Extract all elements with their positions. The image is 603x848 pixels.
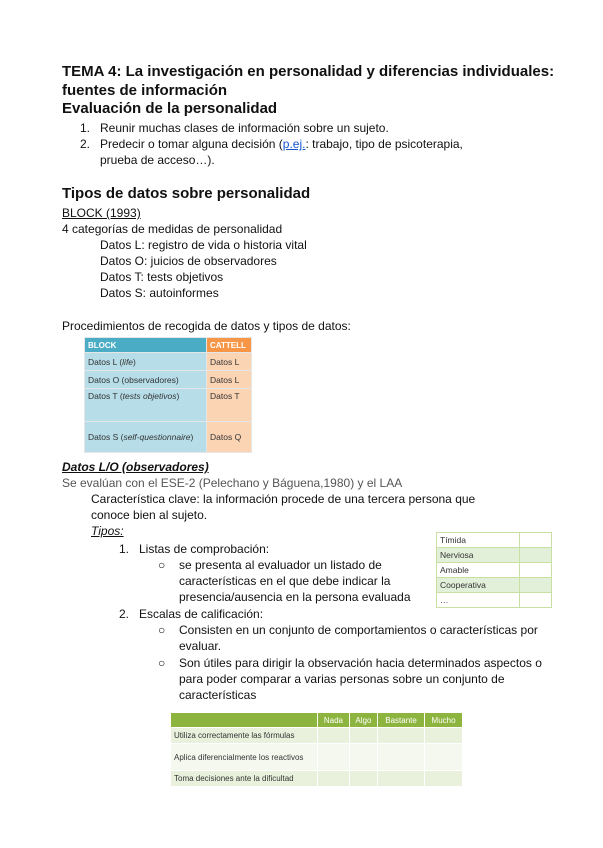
eval-heading: Evaluación de la personalidad bbox=[62, 100, 278, 117]
listas-bullet-line-3: presencia/ausencia en la persona evaluada bbox=[179, 590, 411, 604]
datos-l: Datos L: registro de vida o historia vital bbox=[100, 238, 307, 252]
check-cell bbox=[520, 578, 552, 593]
cattell-cell: Datos L bbox=[207, 353, 252, 371]
block-cell: Datos L (life) bbox=[85, 353, 207, 371]
escalas-b1-line-2: evaluar. bbox=[179, 639, 222, 653]
scale-cell bbox=[318, 744, 350, 771]
table-row bbox=[171, 771, 463, 787]
escalas-b2-line-1: Son útiles para dirigir la observación hacia determinados aspectos o bbox=[179, 656, 542, 670]
categorias-text: 4 categorías de medidas de personalidad bbox=[62, 222, 283, 236]
listas-number: 1. bbox=[119, 542, 130, 556]
datos-o: Datos O: juicios de observadores bbox=[100, 254, 277, 268]
table-row bbox=[85, 422, 252, 453]
bullet-icon: ○ bbox=[158, 623, 166, 637]
trait-cell: Nerviosa bbox=[437, 548, 520, 563]
check-cell bbox=[520, 563, 552, 578]
caracteristica-line-2: conoce bien al sujeto. bbox=[91, 508, 208, 522]
table-row bbox=[171, 728, 463, 744]
check-cell bbox=[520, 593, 552, 608]
scale-header-item bbox=[171, 713, 318, 728]
bullet-icon: ○ bbox=[158, 656, 166, 670]
scale-cell bbox=[349, 771, 377, 787]
procedimientos-text: Procedimientos de recogida de datos y tipos de datos: bbox=[62, 319, 351, 333]
table-row bbox=[437, 548, 552, 563]
listas-bullet-line-1: se presenta al evaluador un listado de bbox=[179, 558, 382, 572]
scale-header-algo: Algo bbox=[349, 713, 377, 728]
cattell-cell: Datos T bbox=[207, 389, 252, 422]
trait-cell: Amable bbox=[437, 563, 520, 578]
scale-cell bbox=[425, 728, 463, 744]
pej-link[interactable]: p.ej. bbox=[282, 137, 306, 151]
scale-cell bbox=[377, 744, 424, 771]
table-row bbox=[437, 578, 552, 593]
se-evaluan-text: Se evalúan con el ESE-2 (Pelechano y Báguena,1980) y el LAA bbox=[62, 476, 403, 490]
bullet-icon: ○ bbox=[158, 558, 166, 572]
table-row bbox=[437, 593, 552, 608]
title-line-1: TEMA 4: La investigación en personalidad y diferencias individuales: bbox=[62, 63, 555, 80]
scale-cell bbox=[377, 771, 424, 787]
table-row bbox=[85, 353, 252, 371]
block-cell: Datos O (observadores) bbox=[85, 371, 207, 389]
eval-item-2-line2: prueba de acceso…). bbox=[100, 153, 215, 167]
cattell-cell: Datos L bbox=[207, 371, 252, 389]
tipos-heading: Tipos de datos sobre personalidad bbox=[62, 185, 311, 202]
eval-item-2-before: Predecir o tomar alguna decisión ( bbox=[100, 137, 283, 151]
eval-item-2-after: : trabajo, tipo de psicoterapia, bbox=[305, 137, 463, 151]
document-title bbox=[62, 62, 554, 100]
block-reference: BLOCK (1993) bbox=[62, 206, 141, 220]
block-cell: Datos S (self-questionnaire) bbox=[85, 422, 207, 453]
listas-title: Listas de comprobación: bbox=[139, 542, 270, 556]
eval-item-1 bbox=[80, 120, 90, 136]
title-line-2: fuentes de información bbox=[62, 82, 228, 99]
table-header-row bbox=[171, 713, 463, 728]
table-header-row bbox=[85, 338, 252, 353]
scale-cell bbox=[318, 771, 350, 787]
datos-s: Datos S: autoinformes bbox=[100, 286, 219, 300]
datos-lo-heading: Datos L/O (observadores) bbox=[62, 460, 209, 474]
escalas-b2-line-2: para poder comparar a varias personas sobre un conjunto de bbox=[179, 672, 505, 686]
check-cell bbox=[520, 533, 552, 548]
scale-cell bbox=[425, 771, 463, 787]
scale-cell bbox=[318, 728, 350, 744]
escalas-title: Escalas de calificación: bbox=[139, 607, 264, 621]
escalas-b2-line-3: características bbox=[179, 688, 257, 702]
table-row bbox=[85, 389, 252, 422]
list-number: 1. bbox=[80, 121, 91, 135]
table-row bbox=[437, 533, 552, 548]
escalas-number: 2. bbox=[119, 607, 130, 621]
escalas-b1-line-1: Consisten en un conjunto de comportamientos o características por bbox=[179, 623, 538, 637]
caracteristica-line-1: Característica clave: la información procede de una tercera persona que bbox=[91, 492, 476, 506]
block-cell: Datos T (tests objetivos) bbox=[85, 389, 207, 422]
cattell-cell: Datos Q bbox=[207, 422, 252, 453]
scale-item-cell: Utiliza correctamente las fórmulas bbox=[171, 728, 318, 744]
check-cell bbox=[520, 548, 552, 563]
trait-cell: … bbox=[437, 593, 520, 608]
scale-item-cell: Aplica diferencialmente los reactivos bbox=[171, 744, 318, 771]
traits-table bbox=[436, 532, 552, 608]
scale-cell bbox=[425, 744, 463, 771]
eval-item-2-number: 2. bbox=[80, 137, 91, 151]
table-row bbox=[437, 563, 552, 578]
eval-item-1-text: Reunir muchas clases de información sobre un sujeto. bbox=[100, 121, 389, 135]
block-cattell-table bbox=[84, 337, 252, 453]
tipos-label: Tipos: bbox=[91, 524, 124, 538]
table-row bbox=[171, 744, 463, 771]
rating-scale-table bbox=[170, 712, 463, 787]
listas-bullet-line-2: características en el que debe indicar la bbox=[179, 574, 391, 588]
datos-t: Datos T: tests objetivos bbox=[100, 270, 224, 284]
scale-header-mucho: Mucho bbox=[425, 713, 463, 728]
trait-cell: Cooperativa bbox=[437, 578, 520, 593]
scale-header-bastante: Bastante bbox=[377, 713, 424, 728]
scale-cell bbox=[377, 728, 424, 744]
scale-header-nada: Nada bbox=[318, 713, 350, 728]
trait-cell: Tímida bbox=[437, 533, 520, 548]
cattell-header: CATTELL bbox=[207, 338, 252, 353]
scale-cell bbox=[349, 744, 377, 771]
block-header: BLOCK bbox=[85, 338, 207, 353]
scale-cell bbox=[349, 728, 377, 744]
eval-item-2-text bbox=[100, 136, 463, 152]
table-row bbox=[85, 371, 252, 389]
scale-item-cell: Toma decisiones ante la dificultad bbox=[171, 771, 318, 787]
